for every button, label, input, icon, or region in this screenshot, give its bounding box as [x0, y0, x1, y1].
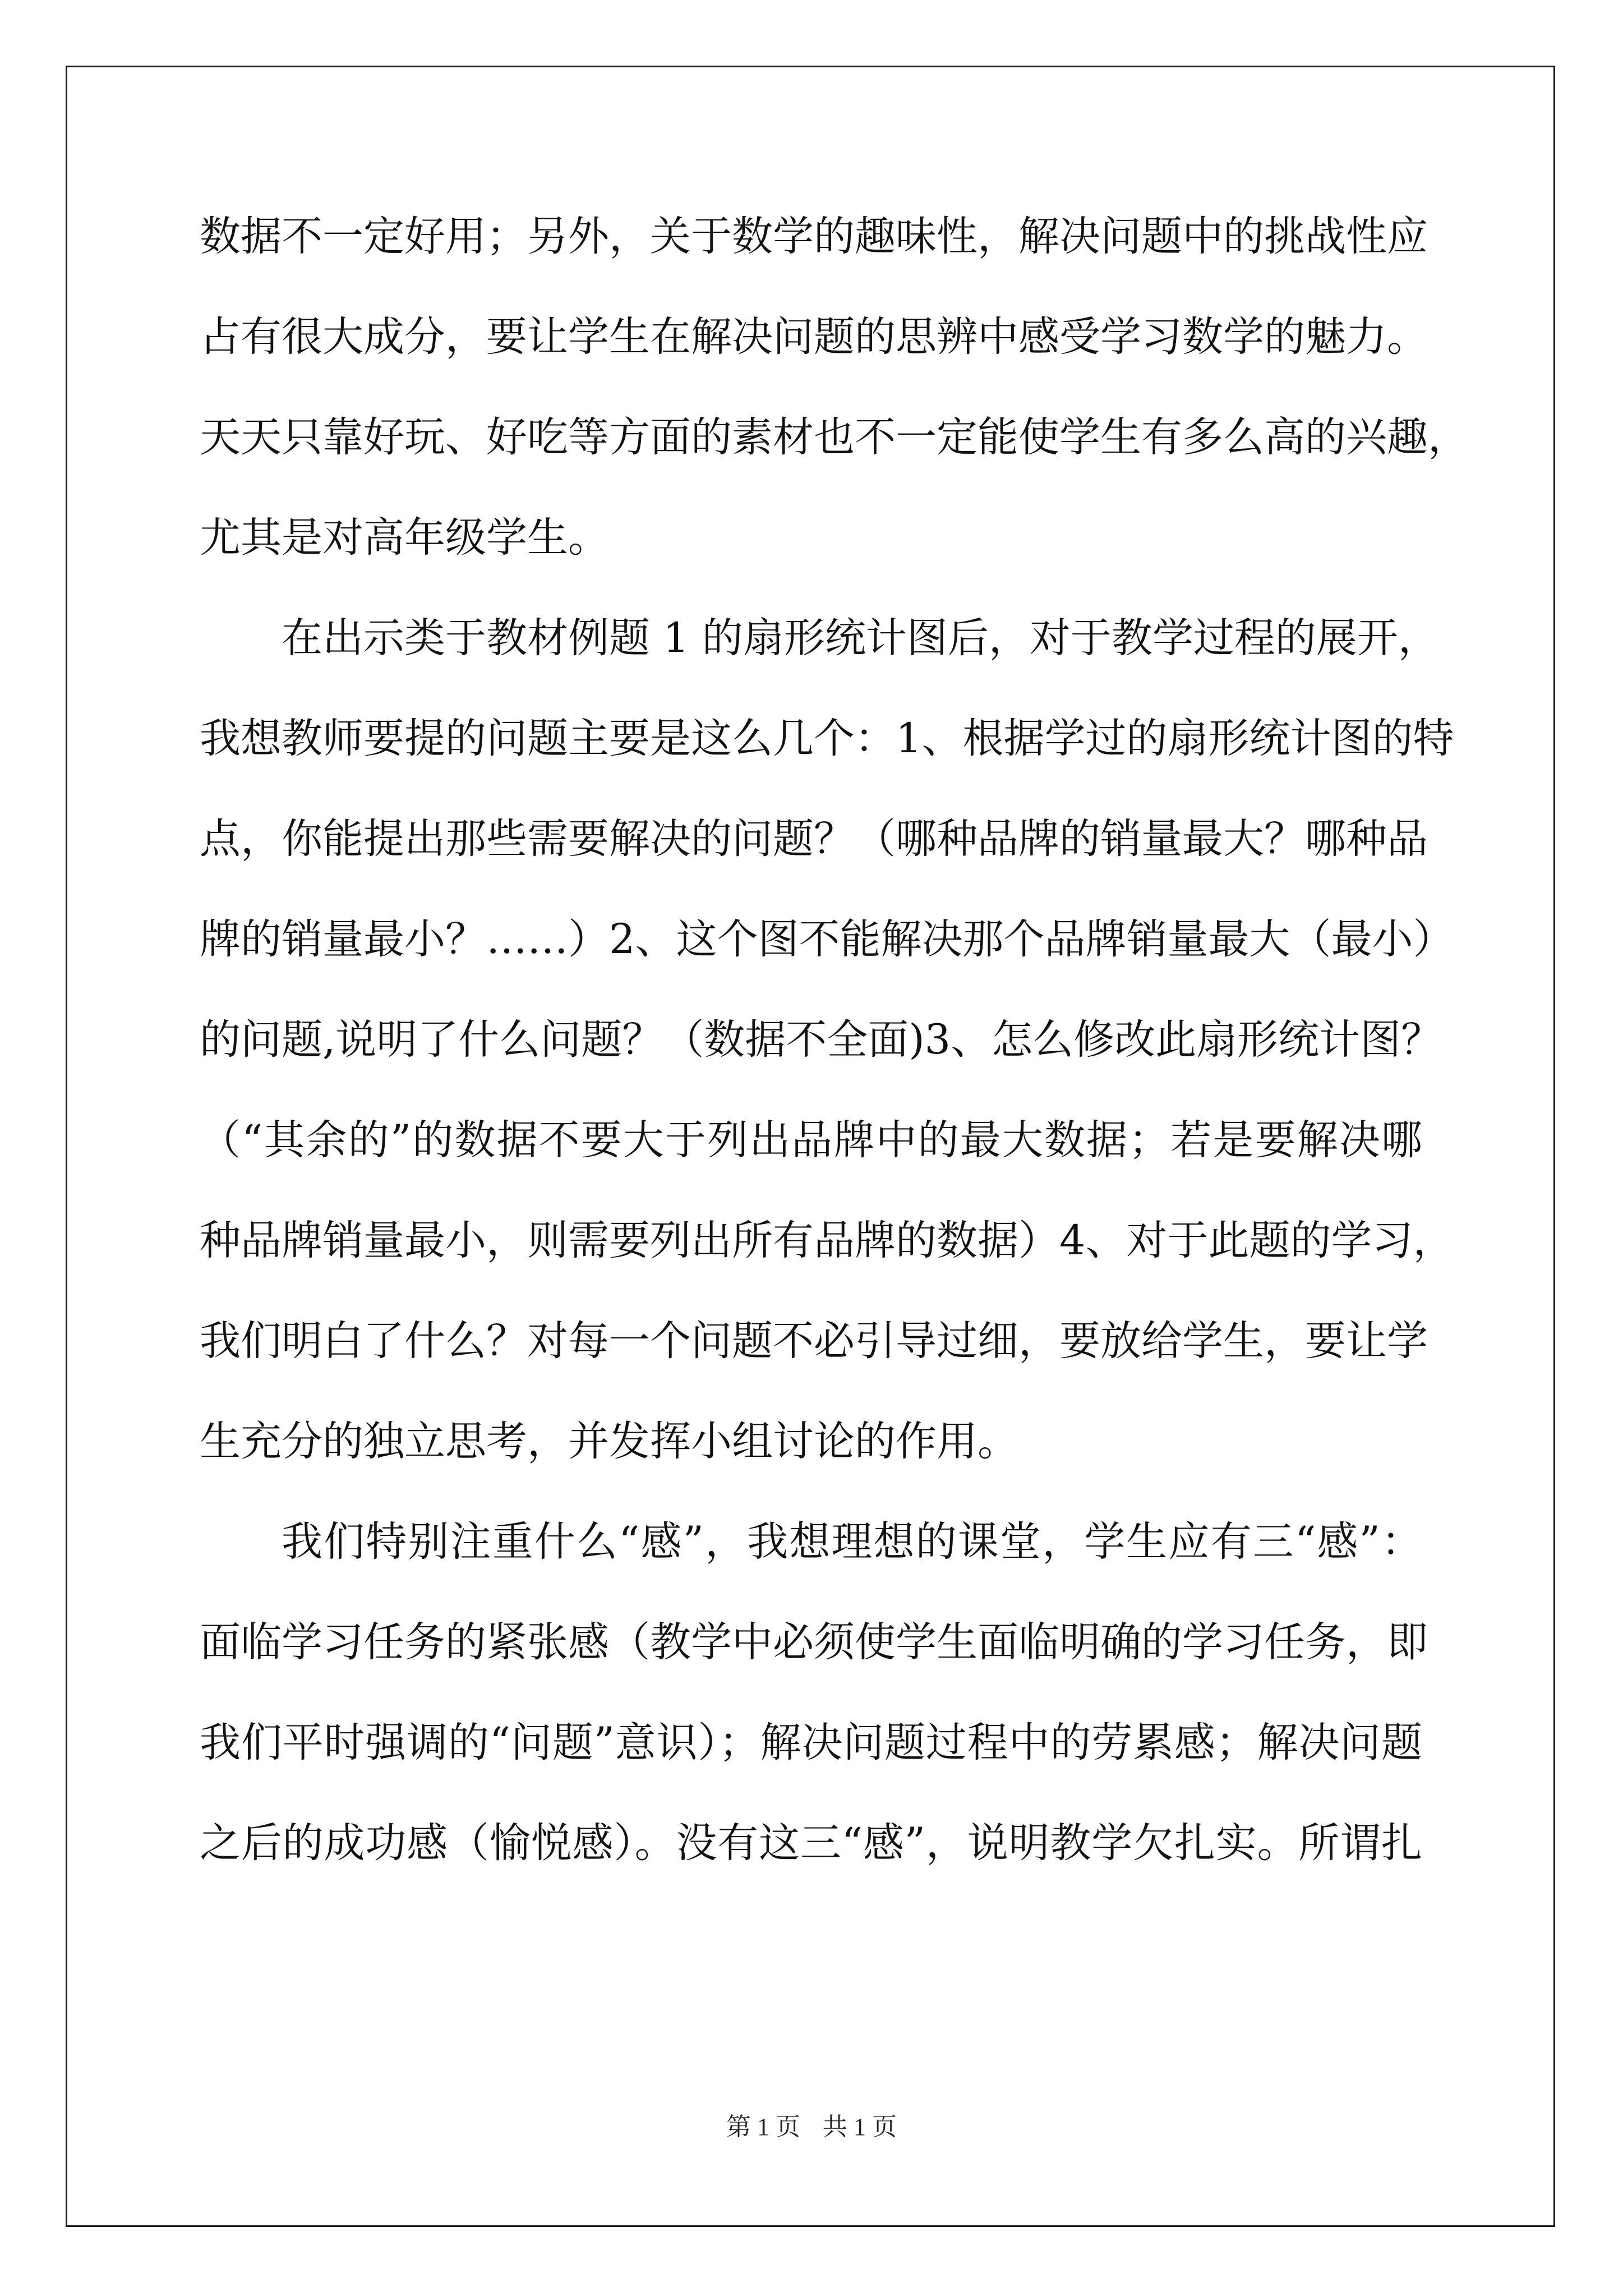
text-line: （“其余的”的数据不要大于列出品牌中的最大数据；若是要解决哪 [200, 1116, 1422, 1164]
text-line: 占有很大成分，要让学生在解决问题的思辨中感受学习数学的魅力。 [200, 313, 1428, 361]
text-line: 我们平时强调的“问题”意识）；解决问题过程中的劳累感；解决问题 [200, 1719, 1422, 1766]
text-line: 在出示类于教材例题 1 的扇形统计图后，对于教学过程的展开， [282, 614, 1439, 662]
text-line: 的问题,说明了什么问题？（数据不全面)3、怎么修改此扇形统计图？ [200, 1016, 1442, 1064]
text-line: 点，你能提出那些需要解决的问题？（哪种品牌的销量最大？哪种品 [200, 815, 1428, 863]
text-line: 生充分的独立思考，并发挥小组讨论的作用。 [200, 1418, 1018, 1465]
text-line: 数据不一定好用；另外，关于数学的趣味性，解决问题中的挑战性应 [200, 213, 1428, 260]
text-line: 面临学习任务的紧张感（教学中必须使学生面临明确的学习任务，即 [200, 1618, 1428, 1666]
text-line: 牌的销量最小？……）2、这个图不能解决那个品牌销量最大（最小） [200, 915, 1454, 963]
text-line: 我想教师要提的问题主要是这么几个：1、根据学过的扇形统计图的特 [200, 715, 1454, 762]
text-line: 之后的成功感（愉悦感）。没有这三“感”，说明教学欠扎实。所谓扎 [200, 1819, 1422, 1867]
text-line: 我们特别注重什么“感”，我想理想的课堂，学生应有三“感”： [282, 1518, 1422, 1566]
text-line: 种品牌销量最小，则需要列出所有品牌的数据）4、对于此题的学习， [200, 1217, 1454, 1264]
text-line: 我们明白了什么？对每一个问题不必引导过细，要放给学生，要让学 [200, 1317, 1428, 1365]
text-line: 尤其是对高年级学生。 [200, 514, 609, 562]
page-total: 共 1 页 [823, 2113, 897, 2141]
page-number: 第 1 页 [726, 2113, 800, 2141]
text-line: 天天只靠好玩、好吃等方面的素材也不一定能使学生有多么高的兴趣， [200, 413, 1469, 461]
page-footer [0, 2106, 1623, 2142]
